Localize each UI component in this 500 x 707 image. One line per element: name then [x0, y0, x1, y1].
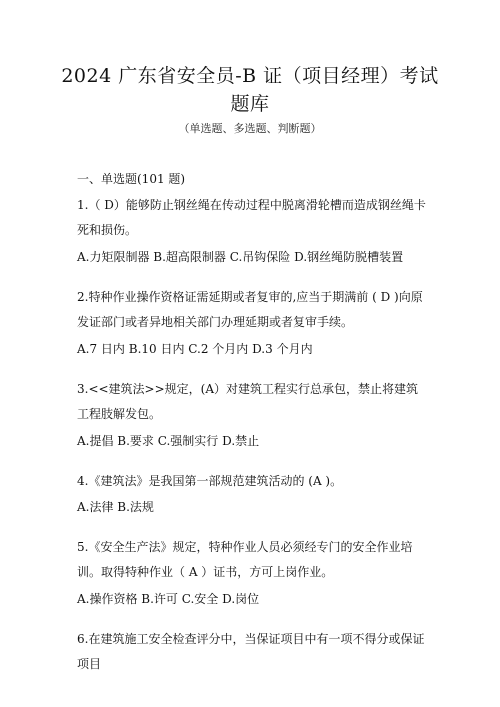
document-subtitle: （单选题、多选题、判断题） — [178, 122, 322, 135]
section-heading: 一、单选题(101 题) — [77, 172, 186, 186]
question-5-options: A.操作资格 B.许可 C.安全 D.岗位 — [77, 592, 260, 606]
question-4-text: 4.《建筑法》是我国第一部规范建筑活动的 (A )。 — [77, 474, 343, 488]
document-title — [40, 62, 460, 118]
question-3-text: 3.<<建筑法>>规定，(A）对建筑工程实行总承包，禁止将建筑工程肢解发包。 — [77, 382, 419, 421]
question-5-text: 5.《安全生产法》规定，特种作业人员必须经专门的安全作业培训。取得特种作业（ A ）证书，方可上岗作业。 — [77, 540, 413, 579]
title-line-1: 2024 广东省安全员-B 证（项目经理）考试 — [61, 65, 439, 87]
question-2-options: A.7 日内 B.10 日内 C.2 个月内 D.3 个月内 — [77, 342, 313, 356]
question-3-options: A.提倡 B.要求 C.强制实行 D.禁止 — [77, 434, 260, 448]
question-1-options: A.力矩限制器 B.超高限制器 C.吊钩保险 D.钢丝绳防脱槽装置 — [77, 250, 404, 264]
question-6-text: 6.在建筑施工安全检查评分中，当保证项目中有一项不得分或保证项目 — [77, 632, 425, 671]
question-2-text: 2.特种作业操作资格证需延期或者复审的,应当于期满前 ( D )向原发证部门或者异地相关部门办理延期或者复审手续。 — [77, 290, 423, 329]
question-1-text: 1.（ D）能够防止钢丝绳在传动过程中脱离滑轮槽而造成钢丝绳卡死和损伤。 — [77, 198, 426, 237]
question-4-options: A.法律 B.法规 — [77, 500, 154, 514]
title-line-2: 题库 — [230, 93, 270, 115]
